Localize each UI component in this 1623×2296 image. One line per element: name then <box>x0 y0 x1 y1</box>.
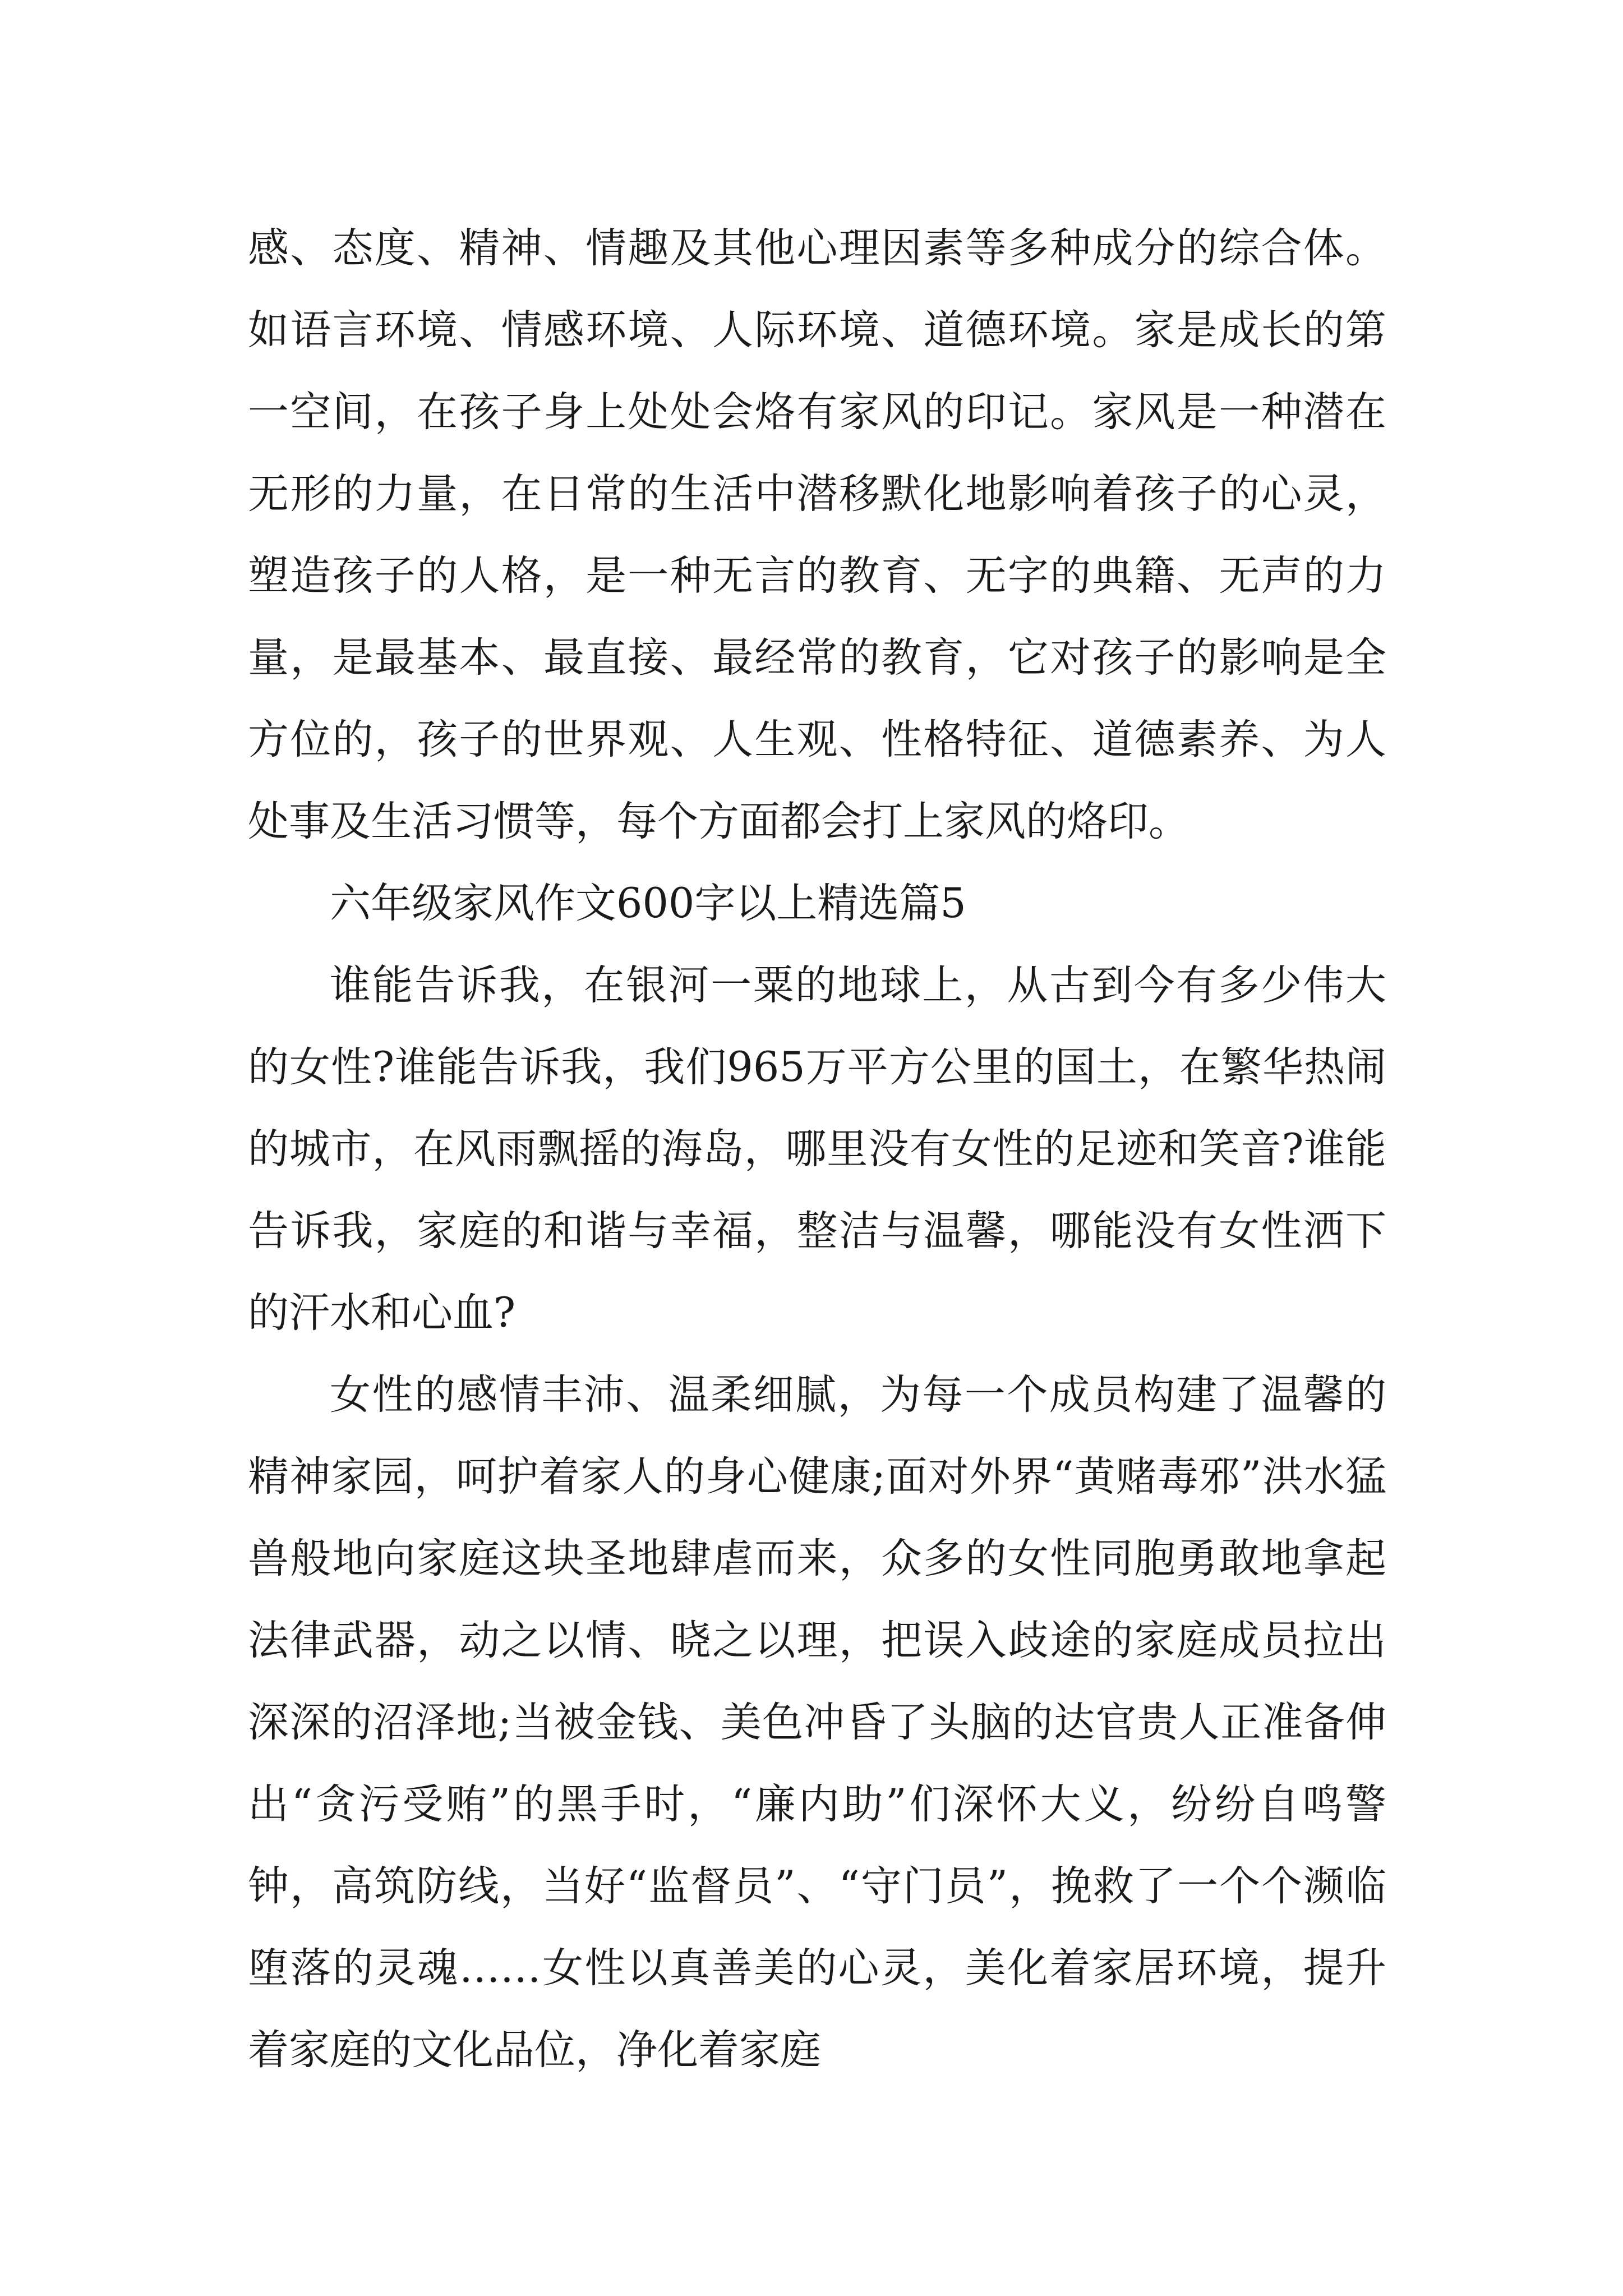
section-heading: 六年级家风作文600字以上精选篇5 <box>330 880 966 927</box>
paragraph-continued: 感、态度、精神、情趣及其他心理因素等多种成分的综合体。如语言环境、情感环境、人际环境、道德环境。家是成长的第一空间，在孩子身上处处会烙有家风的印记。家风是一种潜在无形的力量，在日常的生活中潜移默化地影响着孩子的心灵，塑造孩子的人格，是一种无言的教育、无字的典籍、无声的力量，是最基本、最直接、最经常的教育，它对孩子的影响是全方位的，孩子的世界观、人生观、性格特征、道德素养、为人处事及生活习惯等，每个方面都会打上家风的烙印。 <box>248 224 1386 845</box>
paragraph-1: 谁能告诉我，在银河一粟的地球上，从古到今有多少伟大的女性?谁能告诉我，我们965万平方公里的国土，在繁华热闹的城市，在风雨飘摇的海岛，哪里没有女性的足迹和笑音?谁能告诉我，家庭的和谐与幸福，整洁与温馨，哪能没有女性洒下的汗水和心血? <box>248 961 1386 1337</box>
paragraph-2: 女性的感情丰沛、温柔细腻，为每一个成员构建了温馨的精神家园，呵护着家人的身心健康;面对外界“黄赌毒邪”洪水猛兽般地向家庭这块圣地肆虐而来，众多的女性同胞勇敢地拿起法律武器，动之以情、晓之以理，把误入歧途的家庭成员拉出深深的沼泽地;当被金钱、美色冲昏了头脑的达官贵人正准备伸出“贪污受贿”的黑手时，“廉内助”们深怀大义，纷纷自鸣警钟，高筑防线，当好“监督员”、“守门员”，挽救了一个个濒临堕落的灵魂……女性以真善美的心灵，美化着家居环境，提升着家庭的文化品位，净化着家庭 <box>248 1371 1386 2074</box>
document-body <box>248 208 1386 2091</box>
